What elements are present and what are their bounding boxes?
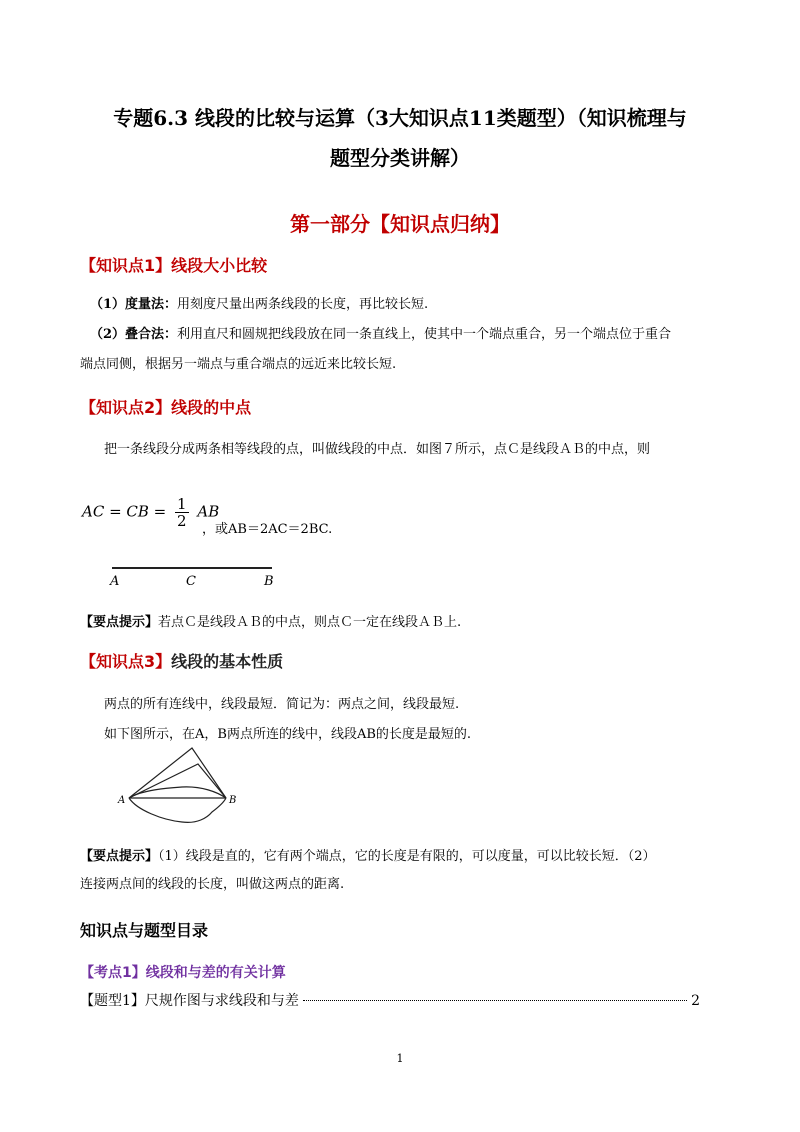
- kp3-tip: [80, 848, 656, 866]
- segment-figure: [100, 560, 300, 596]
- fraction-half: [175, 496, 189, 529]
- part-title: 第一部分【知识点归纳】: [290, 212, 510, 236]
- kp2-tip-text: 若点Ｃ是线段ＡＢ的中点，则点Ｃ一定在线段ＡＢ上.: [158, 615, 462, 630]
- point-c-label: C: [186, 574, 196, 589]
- kp3-heading-bracket: 【知识点3】: [80, 652, 172, 671]
- curve-below: [129, 798, 226, 822]
- kp1-item2-label: （2）叠合法：: [90, 327, 178, 342]
- kp1-item1-label: （1）度量法：: [90, 297, 178, 312]
- point-a-label: A: [110, 574, 120, 589]
- kp3-tip-cont: 连接两点间的线段的长度，叫做这两点的距离.: [80, 877, 345, 892]
- kp2-text: 把一条线段分成两条相等线段的点，叫做线段的中点．如图７所示，点Ｃ是线段ＡＢ的中点，则: [104, 442, 651, 457]
- toc-item-1[interactable]: [80, 990, 700, 1010]
- kp2-tip: [80, 614, 461, 632]
- midpoint-formula: [82, 496, 219, 529]
- kp1-item1-text: 用刻度尺量出两条线段的长度，再比较长短.: [177, 297, 429, 312]
- kp3-text2: 如下图所示，在A，B两点所连的线中，线段AB的长度是最短的.: [104, 727, 472, 742]
- kp3-heading: [80, 652, 283, 672]
- document-title-line1: 专题6.3 线段的比较与运算（3大知识点11类题型）（知识梳理与: [113, 106, 687, 130]
- arc-line: [129, 787, 226, 798]
- kp3-tip-line1: （1）线段是直的，它有两个端点，它的长度是有限的，可以度量，可以比较长短．（2）: [158, 849, 656, 864]
- formula-left: AC = CB =: [82, 502, 167, 521]
- kp3-tip-label: 【要点提示】: [80, 849, 159, 864]
- toc-heading: 知识点与题型目录: [80, 921, 209, 940]
- formula-tail: ，或AB＝2AC＝2BC.: [202, 522, 333, 537]
- shortest-path-figure: [112, 740, 252, 832]
- kp2-tip-label: 【要点提示】: [80, 615, 159, 630]
- toc-kaodian-1: 【考点1】线段和与差的有关计算: [80, 965, 286, 981]
- page-number: 1: [396, 1052, 404, 1065]
- fig-point-b-label: B: [229, 795, 237, 806]
- fraction-denominator: 2: [177, 512, 187, 530]
- toc-item-1-page: 2: [691, 993, 700, 1009]
- kp1-item1: [90, 296, 428, 314]
- kp1-heading: 【知识点1】线段大小比较: [80, 256, 268, 275]
- fig-point-a-label: A: [118, 795, 126, 806]
- formula-right: AB: [197, 502, 220, 521]
- kp1-item2-text: 利用直尺和圆规把线段放在同一条直线上，使其中一个端点重合，另一个端点位于重合: [177, 327, 672, 342]
- document-title-line2: 题型分类讲解）: [330, 146, 470, 170]
- kp3-heading-text: 线段的基本性质: [171, 652, 284, 671]
- toc-leader-dots: [303, 1000, 687, 1001]
- kp1-item2-cont: 端点同侧，根据另一端点与重合端点的远近来比较长短.: [80, 357, 397, 372]
- point-b-label: B: [264, 574, 274, 589]
- kp2-heading: 【知识点2】线段的中点: [80, 398, 252, 417]
- kp1-item2: [90, 326, 671, 344]
- fraction-numerator: 1: [177, 495, 187, 513]
- toc-item-1-label: 【题型1】尺规作图与求线段和与差: [80, 993, 299, 1009]
- kp3-text1: 两点的所有连线中，线段最短．简记为：两点之间，线段最短.: [104, 697, 460, 712]
